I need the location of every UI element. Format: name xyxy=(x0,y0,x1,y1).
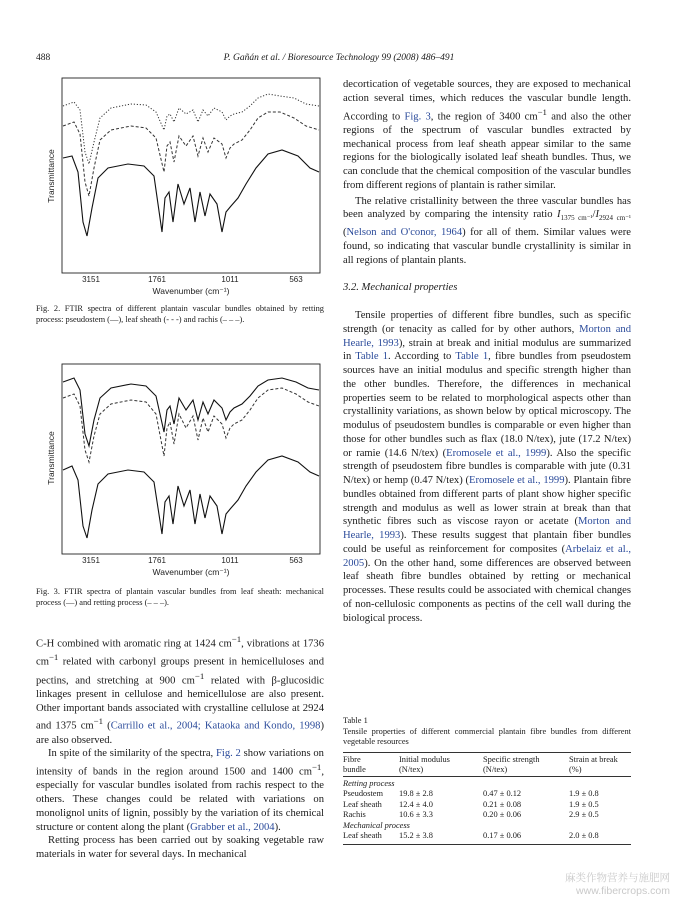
fig2-ylabel: Transmittance xyxy=(46,149,56,203)
figure-2 xyxy=(36,72,326,297)
fig2-series-dotted xyxy=(63,94,319,164)
fig2-tick-1011: 1011 xyxy=(221,275,239,284)
paragraph-bands: C-H combined with aromatic ring at 1424 $cm^{-1}$, vibrations at 1736 $cm^{-1}$ related with carbonyl groups present in hemicelluloses and pectins, and stretching at 900 $cm^{-1}$ related with β-glucosidic linkages present in cellulose and hemicellulose are also present. Other important bands associated with crystalline cellulose at 2924 and 1375 $cm^{-1}$ (Carrillo et al., 2004; Kataoka and Kondo, 1998) are also observed. xyxy=(36,634,325,746)
ref-link-grabber[interactable]: Grabber et al., 2004 xyxy=(190,821,275,833)
ref-link-morton-2[interactable]: Morton and Hearle, 1993 xyxy=(343,516,631,542)
ref-link-arbelaiz[interactable]: Arbelaiz et al., 2005 xyxy=(343,543,631,569)
paragraph-retting: Retting process has been carried out by soaking vegetable raw materials in water for several days. In mechanical xyxy=(36,835,324,861)
ref-link-fig3[interactable]: Fig. 3 xyxy=(404,111,431,123)
fig3-series-dashed xyxy=(63,388,319,462)
fig3-frame xyxy=(62,364,320,554)
watermark: 麻类作物营养与施肥网 www.fibercrops.com xyxy=(565,872,670,897)
ref-link-nelson[interactable]: Nelson and O'conor, 1964 xyxy=(346,227,463,239)
table-caption: Tensile properties of different commercial plantain fibre bundles from different vegetable resources xyxy=(343,726,631,746)
table-row: Pseudostem 19.8 ± 2.8 0.47 ± 0.12 1.9 ± 0.8 xyxy=(343,789,599,798)
fig3-series-solid-lower xyxy=(63,456,319,538)
section-heading-mechanical: 3.2. Mechanical properties xyxy=(343,282,458,294)
ref-link-fig2[interactable]: Fig. 2 xyxy=(215,748,241,760)
table-section-retting: Retting process xyxy=(343,776,631,789)
ref-link-carrillo[interactable]: Carrillo et al., 2004; Kataoka and Kondo, 1998 xyxy=(110,720,321,732)
fig3-tick-1011: 1011 xyxy=(221,556,239,565)
page-number: 488 xyxy=(36,53,51,63)
journal-citation: P. Gañán et al. / Bioresource Technology 99 (2008) 486–491 xyxy=(223,53,455,63)
table-1 xyxy=(343,716,631,845)
fig2-tick-3151: 3151 xyxy=(82,275,100,284)
fig2-caption: Fig. 2. FTIR spectra of different plantain vascular bundles obtained by retting process: pseudostem (—), leaf sheath (- - -) and rachis (– – –). xyxy=(36,304,324,325)
fig2-tick-1761: 1761 xyxy=(148,275,166,284)
ref-link-morton-1[interactable]: Morton and Hearle, 1993 xyxy=(343,323,631,349)
fig2-series-dashed xyxy=(63,112,319,196)
figure-3 xyxy=(36,358,326,583)
fig2-xlabel: Wavenumber (cm⁻¹) xyxy=(152,286,230,296)
ref-link-eromosele-1[interactable]: Eromosele et al., 1999 xyxy=(446,447,547,459)
fig2-tick-563: 563 xyxy=(289,275,303,284)
right-column-text xyxy=(343,78,631,625)
ref-link-table1-b[interactable]: Table 1 xyxy=(455,351,489,363)
paragraph-crystallinity: The relative cristallinity between the three vascular bundles has been analyzed by comparing the intensity ratio $I_{1375 cm^{-1}}/I_{2924 cm^{-1}}$ (Nelson and O'conor, 1964) for all of them. Similar values were found, so indicating that vascular bundle crystallinity is similar in all regions of plantain plants. xyxy=(343,195,631,266)
fig3-ylabel: Transmittance xyxy=(46,431,56,485)
fig2-plot xyxy=(36,72,326,297)
ref-link-eromosele-2[interactable]: Eromosele et al., 1999 xyxy=(469,475,565,487)
fig3-tick-563: 563 xyxy=(289,556,303,565)
th-modulus: Initial modulus (N/tex) xyxy=(399,754,450,774)
table-row: Leaf sheath 15.2 ± 3.8 0.17 ± 0.06 2.0 ± 0.8 xyxy=(343,831,631,844)
table-body xyxy=(343,752,631,845)
fig3-caption: Fig. 3. FTIR spectra of plantain vascular bundles from leaf sheath: mechanical process (—) and retting process (– – –). xyxy=(36,587,324,608)
ref-link-table1-a[interactable]: Table 1 xyxy=(355,351,389,363)
left-column-text xyxy=(36,633,324,862)
fig3-tick-1761: 1761 xyxy=(148,556,166,565)
paragraph-similarity: In spite of the similarity of the spectra, Fig. 2 show variations on intensity of bands in the region around 1500 and 1400 $cm^{-1}$, especially for vascular bundles isolated from rachis respect to the others. These changes could be related with variations on monolignol units of lignin, possibly by the variation of its chemical structure or content along the plant (Grabber et al., 2004). xyxy=(36,748,324,833)
table-label: Table 1 xyxy=(343,716,368,725)
paragraph-decortication: decortication of vegetable sources, they are exposed to mechanical action several times, which reduces the vascular bundle length. According to Fig. 3, the region of 3400 $cm^{-1}$ and also the other regions of the spectrum of vascular bundles extracted by mechanical process from leaf sheath appear similar to the same regions for the biologically isolated leaf sheath bundles. Thus, we can conclude that the chemical composition of the vascular bundles from different regions of plantain is rather similar. xyxy=(343,79,631,191)
fig3-tick-3151: 3151 xyxy=(82,556,100,565)
paragraph-tensile: Tensile properties of different fibre bundles, such as specific strength (or tenacity as called for by other authors, Morton and Hearle, 1993), strain at break and initial modulus are summarized in Table 1. According to Table 1, fibre bundles from pseudostem sources have an initial modulus and specific strength higher than the other bundles. Therefore, the differences in mechanical properties seem to be related to morphological aspects other than crystallinity variations, as shown below by optical microscopy. The modulus of pseudostem bundles is comparable or even higher than those for other bundles such as flax (18.0 N/tex), jute (17.2 N/tex) or ramie (14.6 N/tex) (Eromosele et al., 1999). Also the specific strength of pseudostem fibre bundles is comparable with jute (0.31 N/tex) or hemp (0.47 N/tex) (Eromosele et al., 1999). Plantain fibre bundles obtained from different parts of plant show higher specific strength and modulus as well as lower strain at break than that synthetic fibres such as viscose rayon or acetate (Morton and Hearle, 1993). These results suggest that plantain fiber bundles could be useful as reinforcement for composites (Arbelaiz et al., 2005). On the other hand, some differences are observed between leaf sheath fibre bundles obtained by retting or mechanical processes. These results could be associated with chemical changes of non-cellulosic components as pectins of the cell wall during the biological process. xyxy=(343,310,631,624)
th-strain: Strain at break (%) xyxy=(569,754,618,774)
fig3-xlabel: Wavenumber (cm⁻¹) xyxy=(152,567,230,577)
fig2-series-solid xyxy=(63,150,319,236)
fig3-plot xyxy=(36,358,326,583)
th-fibre: Fibre bundle xyxy=(343,754,366,774)
table-row: Rachis 10.6 ± 3.3 0.20 ± 0.06 2.9 ± 0.5 xyxy=(343,810,599,819)
th-strength: Specific strength (N/tex) xyxy=(483,754,540,774)
table-section-mechanical: Mechanical process xyxy=(343,820,410,830)
table-header-row xyxy=(343,752,631,776)
table-row: Leaf sheath 12.4 ± 4.0 0.21 ± 0.08 1.9 ± 0.5 xyxy=(343,799,599,809)
